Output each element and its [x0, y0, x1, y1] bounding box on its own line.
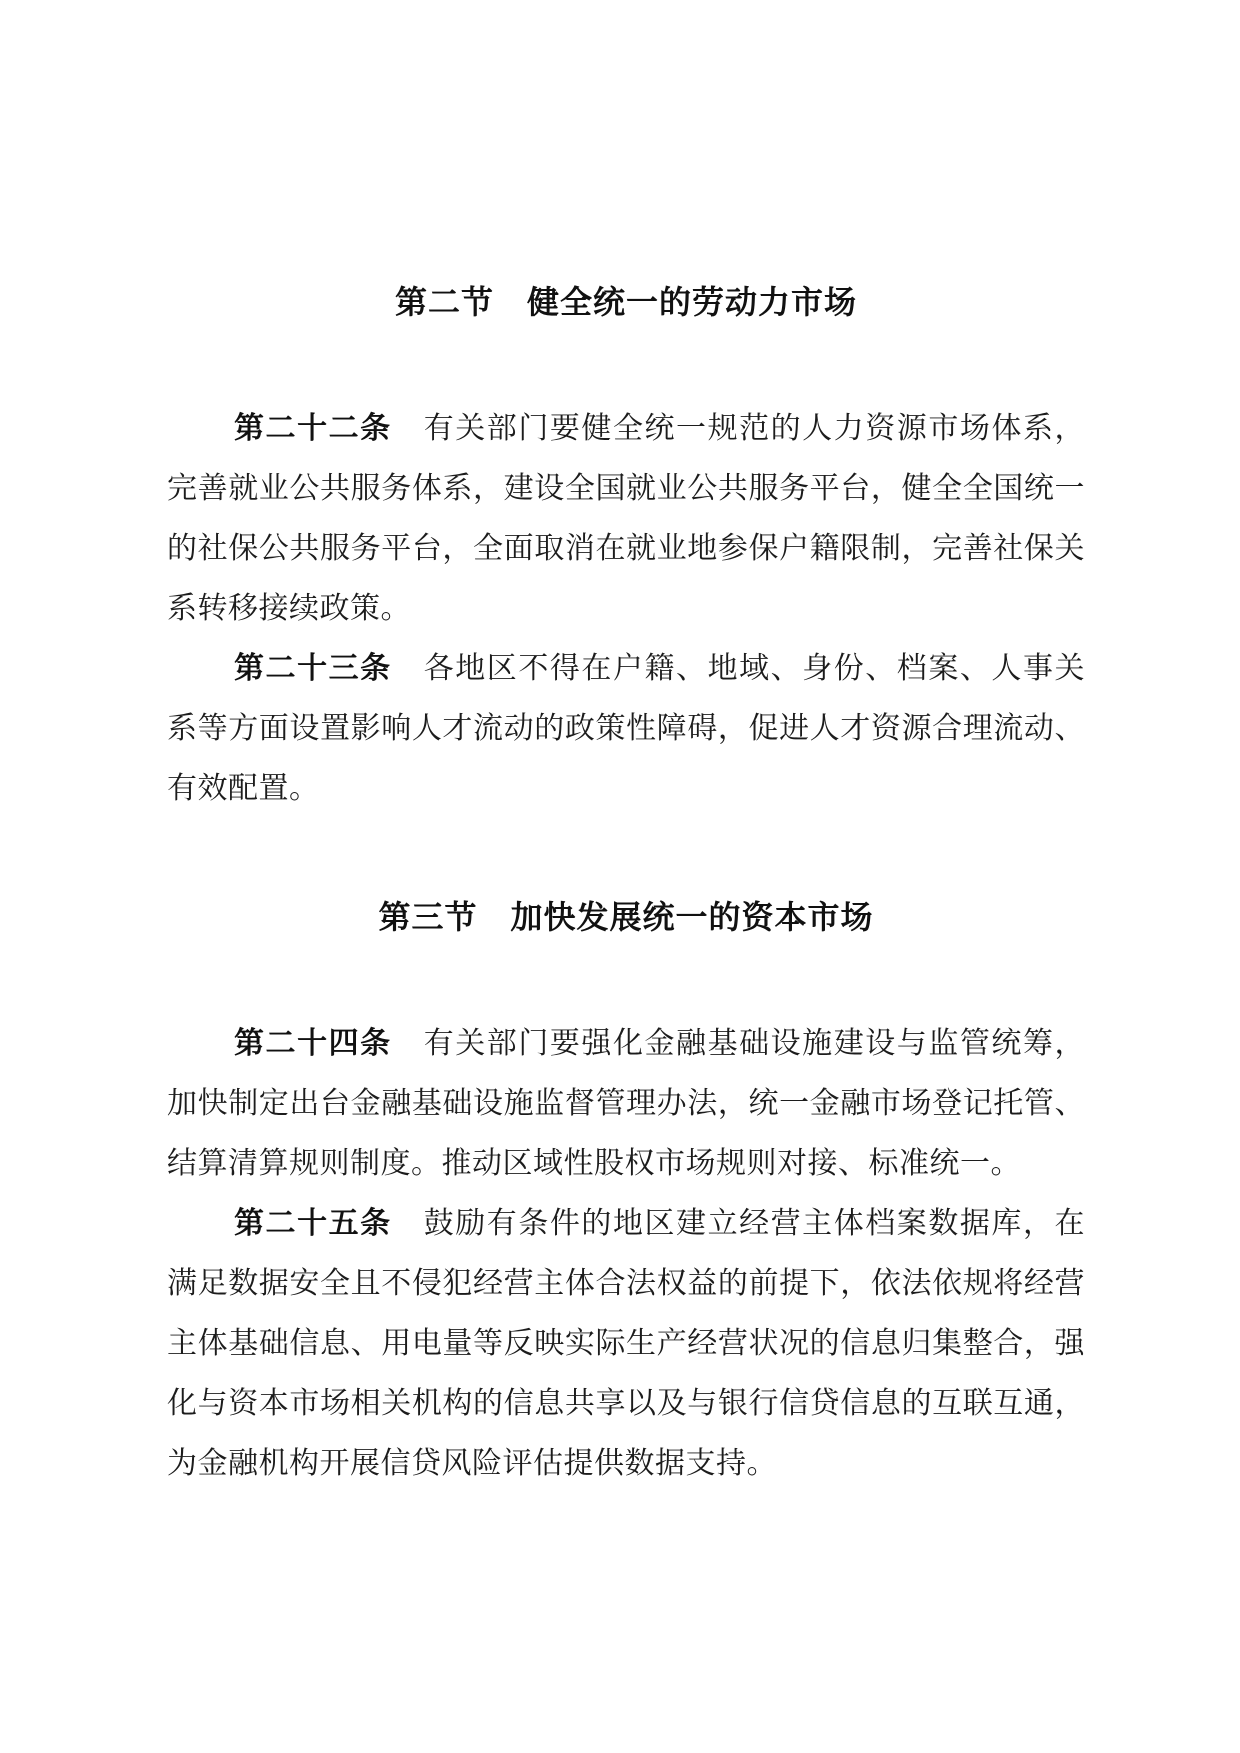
article-23-paragraph	[167, 639, 1085, 819]
article-22-number: 第二十二条	[234, 412, 392, 445]
section-heading-capital-market: 第三节 加快发展统一的资本市场	[378, 899, 874, 935]
article-23-text: 各地区不得在户籍、地域、身份、档案、人事关系等方面设置影响人才流动的政策性障碍，促进人才资源合理流动、有效配置。	[167, 652, 1086, 805]
article-25-number: 第二十五条	[234, 1207, 392, 1240]
article-23-number: 第二十三条	[234, 652, 392, 685]
article-25-text: 鼓励有条件的地区建立经营主体档案数据库，在满足数据安全且不侵犯经营主体合法权益的前提下，依法依规将经营主体基础信息、用电量等反映实际生产经营状况的信息归集整合，强化与资本市场相关机构的信息共享以及与银行信贷信息的互联互通，为金融机构开展信贷风险评估提供数据支持。	[167, 1207, 1086, 1480]
section-heading-labor-market: 第二节 健全统一的劳动力市场	[394, 284, 857, 320]
article-22-text: 有关部门要健全统一规范的人力资源市场体系，完善就业公共服务体系，建设全国就业公共服务平台，健全全国统一的社保公共服务平台，全面取消在就业地参保户籍限制，完善社保关系转移接续政策。	[167, 412, 1086, 625]
article-22-paragraph	[167, 399, 1085, 639]
article-24-paragraph	[167, 1014, 1085, 1194]
article-24-number: 第二十四条	[234, 1027, 392, 1060]
article-25-paragraph	[167, 1194, 1085, 1494]
article-24-text: 有关部门要强化金融基础设施建设与监管统筹，加快制定出台金融基础设施监督管理办法，统一金融市场登记托管、结算清算规则制度。推动区域性股权市场规则对接、标准统一。	[167, 1027, 1086, 1180]
